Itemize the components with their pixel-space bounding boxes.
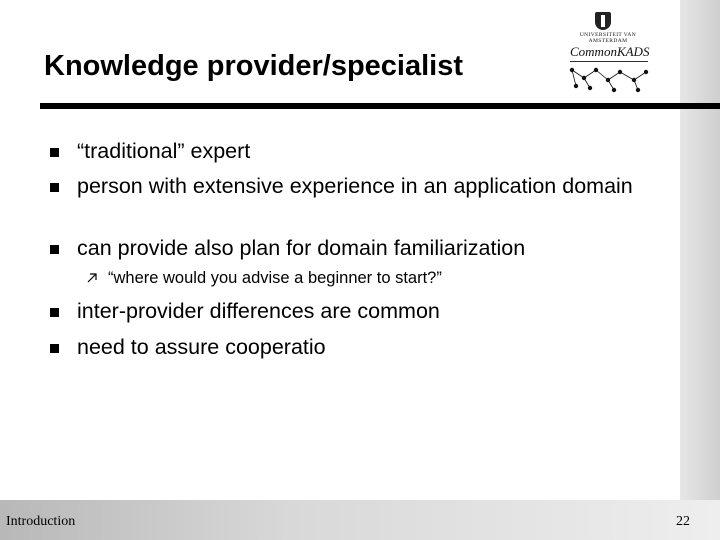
slide-title: Knowledge provider/specialist (44, 50, 463, 82)
square-bullet-icon (50, 308, 59, 317)
footer-section-label: Introduction (6, 514, 76, 529)
bullet-text: inter-provider differences are common (77, 299, 440, 323)
page-number: 22 (676, 514, 690, 529)
bullet-text: “traditional” expert (77, 139, 251, 163)
square-bullet-icon (50, 344, 59, 353)
right-shade-band (680, 0, 720, 540)
footer-bar (0, 500, 720, 540)
bullet-text: need to assure cooperatio (77, 335, 326, 359)
square-bullet-icon (50, 245, 59, 254)
square-bullet-icon (50, 183, 59, 192)
commonkads-logo-text: CommonKADS (570, 44, 650, 59)
arrow-bullet-icon (85, 271, 99, 285)
bullet-text: person with extensive experience in an application domain (77, 174, 633, 198)
university-name: UNIVERSITEIT VAN AMSTERDAM (579, 32, 637, 44)
bullet-text: can provide also plan for domain familiarization (77, 236, 526, 260)
square-bullet-icon (50, 148, 59, 157)
sub-bullet-text: “where would you advise a beginner to start?” (108, 269, 442, 287)
